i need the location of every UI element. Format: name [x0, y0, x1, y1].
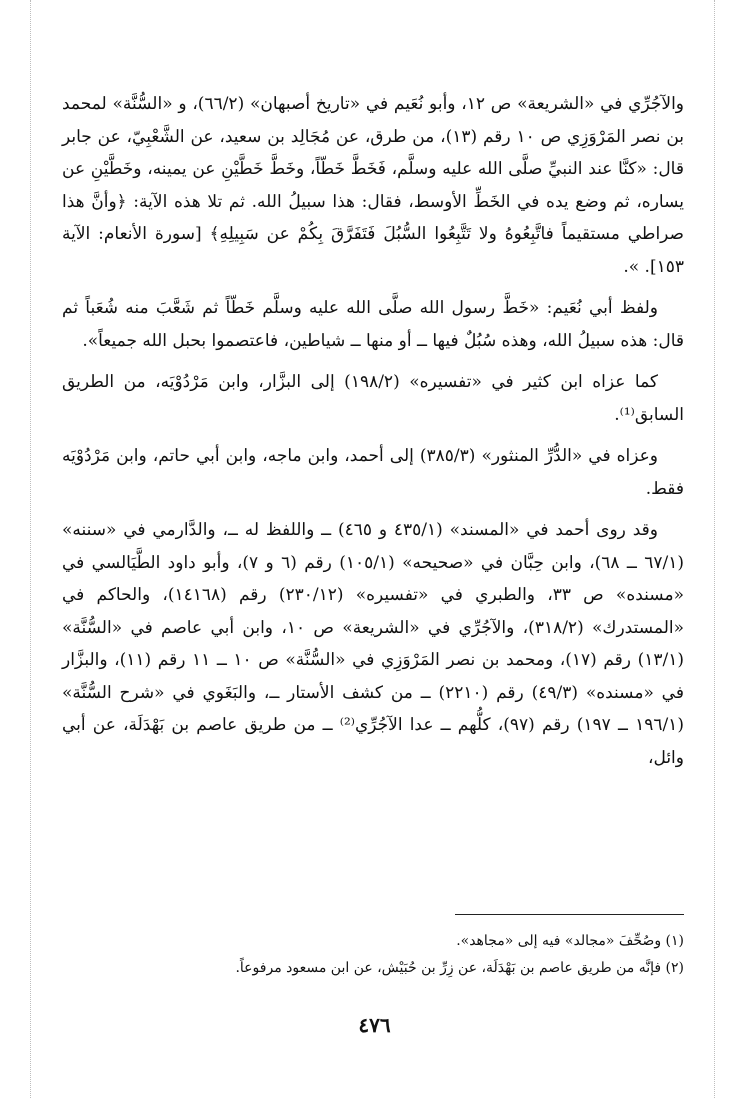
main-text — [62, 88, 684, 783]
page-number: ٤٧٦ — [358, 1013, 391, 1037]
page-margin-guide-left — [30, 0, 31, 1098]
footnote: (١) وصُحِّفَ «مجالد» فيه إلى «مجاهد». — [456, 933, 684, 949]
paragraph: كما عزاه ابن كثير في «تفسيره» (١٩٨/٢) إلى البزَّار، وابن مَرْدُوْيَه، من الطريق السابق⁽¹⁾. — [62, 372, 684, 425]
footnotes — [62, 928, 684, 982]
footnote: (٢) فإنَّه من طريق عاصم بن بَهْدَلَة، عن زِرِّ بن حُبَيْش، عن ابن مسعود مرفوعاً. — [235, 960, 684, 976]
paragraph: وعزاه في «الدُّرِّ المنثور» (٣٨٥/٣) إلى أحمد، وابن ماجه، وابن أبي حاتم، وابن مَرْدُوْيَه فقط. — [62, 446, 684, 499]
paragraph: وقد روى أحمد في «المسند» (٤٣٥/١ و ٤٦٥) ــ واللفظ له ــ، والدَّارمي في «سننه» (٦٧/١ ــ ٦٨)، وابن حِبَّان في «صحيحه» (١٠٥/١) رقم (٦ و ٧)، وأبو داود الطَّيَالسي في «مسنده» ص ٣٣، والطبري في «تفسيره» (٢٣٠/١٢) رقم (١٤١٦٨)، والحاكم في «المستدرك» (٣١٨/٢)، والآجُرِّي في «الشريعة» ص ١٠، وابن أبي عاصم في «السُّنَّة» (١٣/١) رقم (١٧)، ومحمد بن نصر المَرْوَزِي في «السُّنَّة» ص ١٠ ــ ١١ رقم (١١)، والبزَّار في «مسنده» (٤٩/٣) رقم (٢٢١٠) ــ من كشف الأستار ــ، والبَغَوي في «شرح السُّنَّة» (١٩٦/١ ــ ١٩٧) رقم (٩٧)، كلُّهم ــ عدا الآجُرِّي⁽²⁾ ــ من طريق عاصم بن بَهْدَلَة، عن أبي وائل، — [62, 520, 685, 768]
footnote-separator — [455, 914, 684, 915]
paragraph: ولفظ أبي نُعَيم: «خَطَّ رسول الله صلَّى الله عليه وسلَّم خَطّاً ثم شَعَّبَ منه شُعَباً ثم قال: هذه سبيلُ الله، وهذه سُبُلٌ فيها ــ أو منها ــ شياطين، فاعتصموا بحبل الله جميعاً». — [62, 298, 684, 351]
page-margin-guide-right — [714, 0, 715, 1098]
paragraph: والآجُرِّي في «الشريعة» ص ١٢، وأبو نُعَيم في «تاريخ أصبهان» (٦٦/٢)، و «السُّنَّة» لمحمد بن نصر المَرْوَزِي ص ١٠ رقم (١٣)، من طرق، عن مُجَالِد بن سعيد، عن الشَّعْبِيّ، عن جابر قال: «كنَّا عند النبيِّ صلَّى الله عليه وسلَّم، فَخَطَّ خَطّاً، وخَطَّ خَطَّيْنِ عن يمينه، وخَطَّيْنِ عن يساره، ثم وضع يده في الخَطِّ الأوسط، فقال: هذا سبيلُ الله. ثم تلا هذه الآية: ﴿وأنَّ هذا صراطي مستقيماً فاتَّبِعُوهُ ولا تَتَّبِعُوا السُّبُلَ فَتَفَرَّقَ بِكُمْ عن سَبِيلِهِ﴾ [سورة الأنعام: الآية ١٥٣]. ». — [62, 94, 685, 277]
